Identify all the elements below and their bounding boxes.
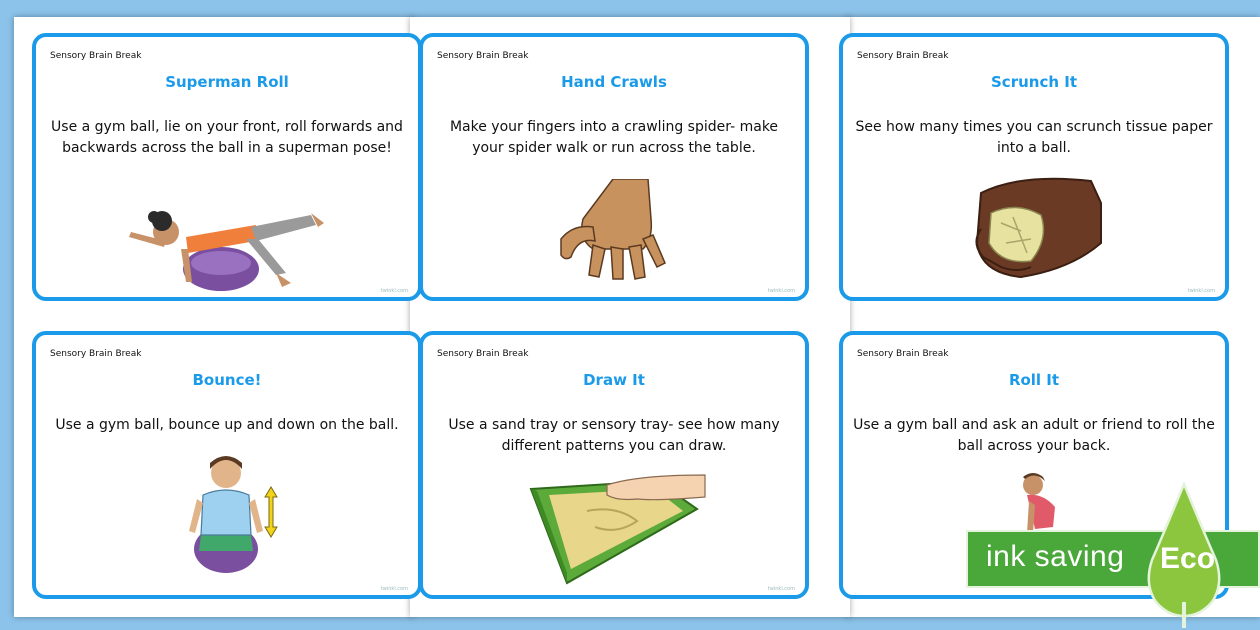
card-footer: twinkl.com [767,288,795,294]
fist-scrunching-tissue-illustration [961,173,1111,285]
card-footer: twinkl.com [380,586,408,592]
child-bouncing-on-ball-illustration [181,447,281,579]
card-title: Hand Crawls [561,73,667,91]
card-title: Draw It [583,371,645,389]
card-footer: twinkl.com [380,288,408,294]
card-title: Superman Roll [165,73,289,91]
activity-card-superman-roll [32,33,422,301]
card-brand-label: Sensory Brain Break [437,349,529,359]
card-footer: twinkl.com [1187,288,1215,294]
card-instructions: Use a sand tray or sensory tray- see how many different patterns you can draw. [448,417,780,454]
hand-in-sand-tray-illustration [527,471,707,586]
card-instructions: Use a gym ball, bounce up and down on the ball. [55,417,399,433]
activity-card-hand-crawls [419,33,809,301]
ink-saving-eco-badge [966,482,1260,630]
ink-saving-label: ink saving [986,540,1125,573]
card-instructions: See how many times you can scrunch tissue paper into a ball. [855,119,1213,156]
activity-card-draw-it [419,331,809,599]
card-instructions: Make your fingers into a crawling spider- make your spider walk or run across the table. [449,119,779,156]
card-brand-label: Sensory Brain Break [50,349,142,359]
child-on-gym-ball-illustration [126,197,336,292]
card-title: Scrunch It [991,73,1077,91]
card-instructions: Use a gym ball and ask an adult or friend to roll the ball across your back. [853,417,1215,454]
activity-card-bounce [32,331,422,599]
card-brand-label: Sensory Brain Break [857,349,949,359]
card-brand-label: Sensory Brain Break [857,51,949,61]
card-title: Roll It [1008,371,1060,389]
card-footer: twinkl.com [767,586,795,592]
card-instructions: Use a gym ball, lie on your front, roll forwards and backwards across the ball in a superman pose! [51,119,403,156]
eco-badge-label: Eco [1160,542,1216,575]
card-title: Bounce! [192,371,262,389]
activity-card-scrunch-it [839,33,1229,301]
card-brand-label: Sensory Brain Break [437,51,529,61]
crawling-hand-illustration [553,179,683,287]
card-brand-label: Sensory Brain Break [50,51,142,61]
